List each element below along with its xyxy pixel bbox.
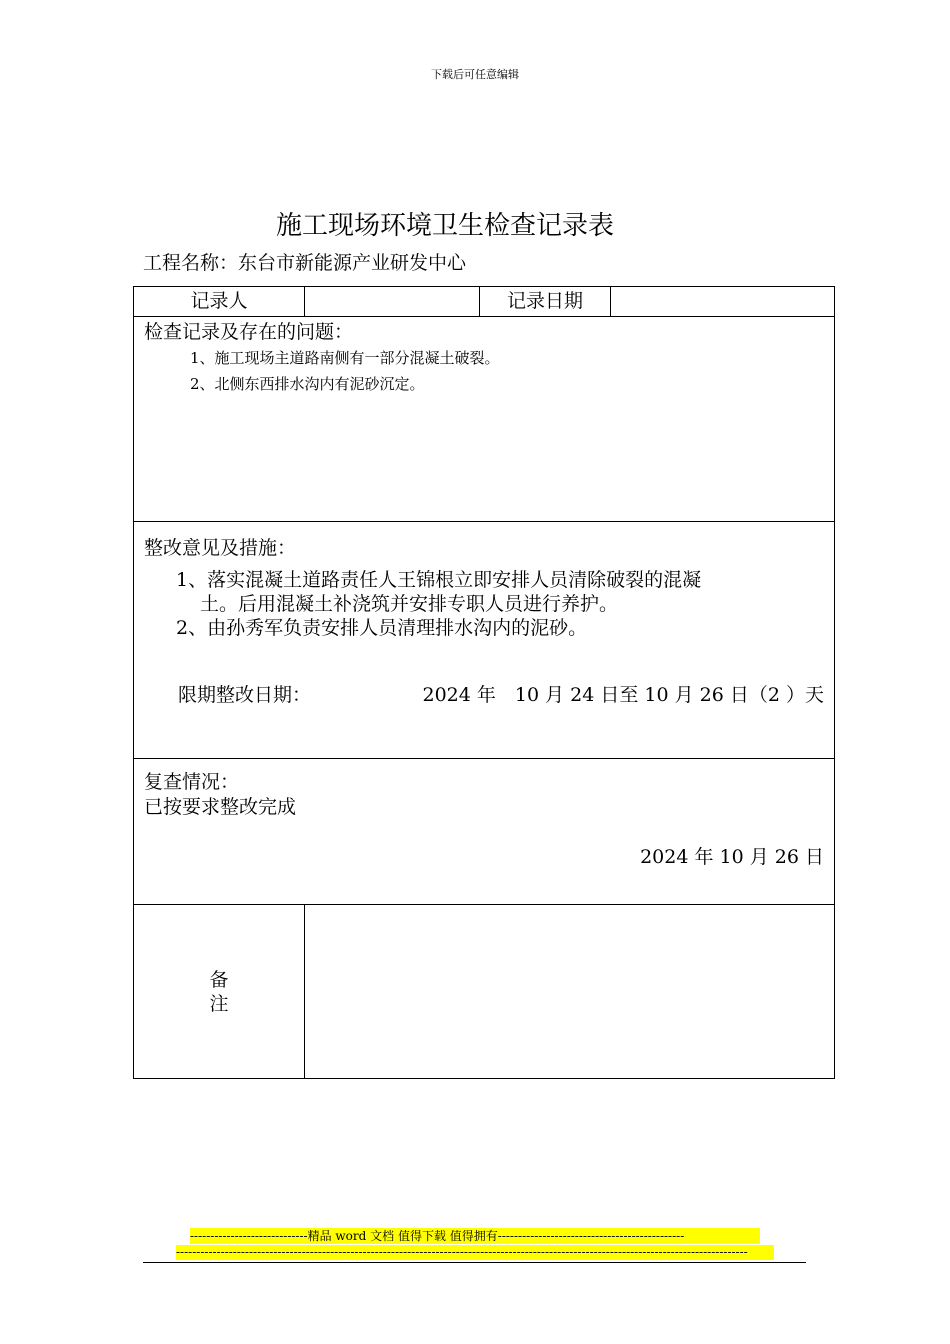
record-date-label: 记录日期 [480, 287, 611, 317]
rectification-section [134, 522, 835, 759]
inspection-section [134, 317, 835, 522]
remarks-field[interactable] [305, 905, 835, 1079]
review-date: 2024 年 10 月 26 日 [640, 846, 824, 868]
remarks-label-cell [134, 905, 305, 1079]
inspection-title: 检查记录及存在的问题： [144, 321, 354, 343]
project-label: 工程名称： [143, 252, 239, 274]
project-name: 东台市新能源产业研发中心 [238, 252, 467, 274]
rectification-item-1-line-2: 土。后用混凝土补浇筑并安排专职人员进行养护。 [200, 593, 619, 615]
recorder-label: 记录人 [134, 287, 305, 317]
footer-banner-line-1: -----------------------------精品 word 文档 值得下载 值得拥有---------------------------------------------- [190, 1228, 760, 1244]
review-section [134, 759, 835, 905]
rectification-item-2: 2、由孙秀军负责安排人员清理排水沟内的泥砂。 [176, 617, 588, 639]
remarks-label-line-1: 备 [209, 968, 229, 991]
footer-divider [143, 1262, 806, 1263]
inspection-item-1: 1、施工现场主道路南侧有一部分混凝土破裂。 [190, 349, 500, 367]
remarks-label-line-2: 注 [209, 992, 229, 1015]
rectification-title: 整改意见及措施： [144, 537, 297, 559]
recorder-field[interactable] [305, 287, 480, 317]
inspection-form-table [133, 286, 835, 1079]
deadline-label: 限期整改日期： [178, 684, 312, 706]
rectification-item-1-line-1: 1、落实混凝土道路责任人王锦根立即安排人员清除破裂的混凝 [176, 569, 702, 591]
review-title: 复查情况： [144, 771, 240, 793]
footer-banner-line-2: --------------------------------------------------------------------------------------------------------------------------------------------- [176, 1245, 774, 1260]
review-result: 已按要求整改完成 [144, 796, 297, 818]
record-date-field[interactable] [611, 287, 835, 317]
header-note: 下载后可任意编辑 [431, 68, 519, 81]
deadline-value: 2024 年 10 月 24 日至 10 月 26 日（2 ）天 [422, 684, 824, 706]
project-line [143, 248, 466, 275]
page-title: 施工现场环境卫生检查记录表 [275, 211, 614, 241]
deadline-row [134, 680, 834, 706]
inspection-item-2: 2、北侧东西排水沟内有泥砂沉定。 [190, 375, 425, 393]
